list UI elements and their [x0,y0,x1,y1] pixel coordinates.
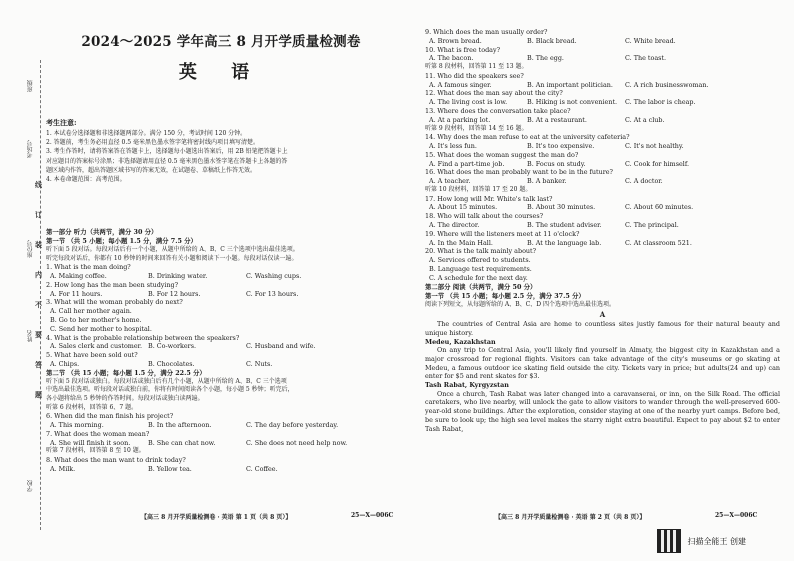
option: A. Brown bread. [429,36,482,45]
options-9 [425,37,780,46]
binding-dashed-line [40,60,41,530]
sec2-desc: 中选出最佳选项。听每段对话或独白前，你将有时间阅读各个小题，每小题 5 秒钟；听完后， [46,386,294,394]
passage-heading-tash-rabat: Tash Rabat, Kyrgyzstan [425,381,509,390]
page-2-code: 25—X—006C [715,512,758,519]
page-1 [46,30,396,530]
options-10 [425,54,780,63]
option: B. Hiking is not convenient. [527,98,618,107]
passage-heading-medeu: Medeu, Kazakhstan [425,337,496,346]
notice-title: 考生注意: [46,118,77,127]
option: C. White bread. [625,36,676,45]
notice-item: 2. 答题前，考生务必用直径 0.5 毫米黑色墨水签字笔将密封线内项目填写清楚。 [46,139,259,147]
notice-item: 4. 本卷命题范围：高考范围。 [46,176,126,184]
reading-desc: 阅读下列短文，从每题所给的 A、B、C、D 四个选项中选出最佳选项。 [425,300,615,308]
passage-paragraph: On any trip to Central Asia, you'll likely find yourself in Almaty, the biggest city in Kazakhstan and a major crossroad for regional flights. Visitors can take advantage of the city's museums or go skating at Medeu, a famous outdoor ice skating field outside the city. Tickets vary in price; but adults(24 and up) can enter for $5 and rent skates for $3. [425,346,780,381]
option: C. The labor is cheap. [625,98,696,107]
options-8 [46,465,396,474]
option: B. Black bread. [527,36,577,45]
options-19 [425,239,780,248]
passage-label: A [599,310,606,320]
binding-label-seat: 座位号 [27,240,34,258]
option: C. At a club. [625,115,665,124]
notice-item: 题区域内作答，超出答题区域书写的答案无效，在试题卷、草稿纸上作答无效。 [46,166,257,174]
options-16 [425,177,780,186]
option: B. Chocolates. [148,359,195,368]
option: B. Yellow tea. [148,464,192,473]
question-10: 10. What is free today? [425,45,501,54]
question-16: 16. What does the man probably want to be in the future? [425,168,613,177]
option: A. A famous singer. [429,80,492,89]
sec1-desc: 听完每段对话后，你都有 10 秒钟的时间来回答有关小题和阅读下一小题。每段对话仅读一遍。 [46,254,298,262]
page-2 [425,28,780,523]
option: C. At classroom 521. [625,238,692,247]
cut-mark: 不 [35,300,42,309]
notice-box [46,118,396,228]
option: C. The day before yesterday. [246,420,339,429]
question-8: 8. What does the man want to drink today? [46,455,186,464]
question-13: 13. Where does the conversation take place? [425,106,571,115]
question-6: 6. When did the man finish his project? [46,412,174,421]
question-3: 3. What will the woman probably do next? [46,298,183,307]
question-18: 18. Who will talk about the courses? [425,212,544,221]
options-2 [46,290,396,299]
option: A. In the Main Hall. [429,238,493,247]
qr-code-icon [657,529,681,553]
question-1: 1. What is the man doing? [46,263,131,272]
option: B. A banker. [527,177,567,186]
question-20: 20. What is the talk mainly about? [425,247,537,256]
question-19: 19. Where will the listeners meet at 11 o'clock? [425,229,580,238]
options-1 [46,272,396,281]
notice-item: 对应题目的答案标号涂黑；非选择题请用直径 0.5 毫米黑色墨水签字笔在答题卡上各题的答 [46,157,288,165]
options-18 [425,221,780,230]
listen-instruction: 听第 10 段材料，回答第 17 至 20 题。 [425,185,532,193]
option: B. For 12 hours. [148,289,201,298]
scanner-watermark-text: 扫描全能王 创建 [687,536,746,546]
option: C. Send her mother to hospital. [50,324,152,333]
options-5 [46,360,396,369]
cut-mark: 要 [35,330,42,339]
option: A. About 15 minutes. [429,203,498,212]
listen-instruction: 听第 7 段材料，回答第 8 至 10 题。 [46,447,145,455]
option: B. An important politician. [527,80,613,89]
sec2-heading: 第二节 （共 15 小题；每小题 1.5 分，满分 22.5 分） [46,368,206,377]
option: B. At the language lab. [527,238,602,247]
cut-mark: 装 [35,240,42,249]
option: A. Making coffee. [50,271,107,280]
options-4 [46,342,396,351]
option: C. She does not need help now. [246,438,348,447]
cut-mark: 题 [35,390,42,399]
option: A. Chips. [50,359,80,368]
option: A. The director. [429,220,480,229]
page-1-code: 25—X—006C [351,512,394,519]
option: A. Services offered to students. [429,256,531,265]
subject-title: 英 语 [178,62,264,83]
option: A. Find a part-time job. [429,159,505,168]
question-4: 4. What is the probable relationship between the speakers? [46,333,240,342]
option: A. At a parking lot. [429,115,491,124]
notice-item: 3. 考生作答时，请将答案答在答题卡上，选择题每小题选出答案后，用 2B 铅笔把答题卡上 [46,148,288,156]
question-7: 7. What does the woman mean? [46,429,150,438]
cut-mark: 订 [35,210,42,219]
option: B. In the afternoon. [148,420,212,429]
option: A. Milk. [50,464,76,473]
option: B. It's too expensive. [527,141,595,150]
option: A. Call her mother again. [50,307,132,316]
option: B. She can chat now. [148,438,216,447]
listening-section [46,228,396,474]
option: B. Language test requirements. [429,264,532,273]
option: C. Cook for himself. [625,159,690,168]
options-6 [46,421,396,430]
sec2-desc: 各小题将给出 5 秒钟的作答时间。每段对话或独白读两遍。 [46,394,204,402]
reading-sec1-heading: 第一节 （共 15 小题；每小题 2.5 分，满分 37.5 分） [425,291,585,300]
page-1-footer: 【高三 8 月开学质量检测卷 · 英语 第 1 页（共 8 页）】 [141,514,292,521]
question-9: 9. Which does the man usually order? [425,28,548,36]
option: C. The principal. [625,220,679,229]
option: C. Washing cups. [246,271,302,280]
sec2-desc: 听下面 5 段对话或独白。每段对话或独白后有几个小题，从题中所给的 A、B、C 三个选项 [46,377,287,385]
cut-mark: 内 [35,270,42,279]
option: A. For 11 hours. [50,289,103,298]
option: B. About 30 minutes. [527,203,596,212]
option: C. For 13 hours. [246,289,299,298]
passage-intro: The countries of Central Asia are home to countless sites justly famous for their natural beauty and unique history. [425,320,780,337]
option: A. Sales clerk and customer. [50,342,143,351]
option: C. Nuts. [246,359,273,368]
option: B. Co-workers. [148,342,197,351]
cut-mark: 线 [35,180,42,189]
option: A. The bacon. [429,54,474,63]
option: C. It's not healthy. [625,141,684,150]
option: B. The student adviser. [527,220,602,229]
option: C. A schedule for the next day. [429,273,528,282]
options-12 [425,98,780,107]
option: C. Coffee. [246,464,278,473]
option: A. A teacher. [429,177,471,186]
exam-title: 2024～2025 学年高三 8 月开学质量检测卷 [81,34,361,50]
option: C. A doctor. [625,177,663,186]
part2-heading: 第二部分 阅读（共两节，满分 50 分） [425,282,537,291]
passage-paragraph: Once a church, Tash Rabat was later changed into a caravanserai, or inn, on the Silk Road. The official caretakers, who live nearby, will unlock the gate to allow visitors to wander through the well-preserved 600-year-old stone buildings. After the exploration, consider staying at one of the nearby yurt camps. Before bed, be sure to look up; the high sea level makes the starry night extra beautiful. Expect to pay about $2 to enter Tash Rabat, [425,389,780,433]
option: C. The toast. [625,54,667,63]
question-12: 12. What does the man say about the city? [425,89,563,98]
listen-instruction: 听第 9 段材料，回答第 14 至 16 题。 [425,124,528,132]
question-11: 11. Who did the speakers see? [425,71,524,80]
binding-margin [4,60,44,530]
question-2: 2. How long has the man been studying? [46,280,179,289]
option: B. The egg. [527,54,564,63]
option: C. About 60 minutes. [625,203,694,212]
option: A. It's less fun. [429,141,477,150]
option: A. The living cost is low. [429,98,508,107]
scanner-watermark [657,529,746,553]
options-13 [425,116,780,125]
option: A. She will finish it soon. [50,438,131,447]
part1-heading: 第一部分 听力（共两节，满分 30 分） [46,228,158,236]
question-14: 14. Why does the man refuse to eat at the university cafeteria? [425,133,630,142]
sec1-desc: 听下面 5 段对话。每段对话后有一个小题，从题中所给的 A、B、C 三个选项中选出最佳选项。 [46,246,299,253]
cut-mark: 答 [35,360,42,369]
binding-label-class: 班级 [27,80,34,92]
binding-label-name: 姓名 [27,330,34,342]
option: B. Go to her mother's home. [50,315,142,324]
options-17 [425,203,780,212]
option: C. Husband and wife. [246,342,316,351]
question-17: 17. How long will Mr. White's talk last? [425,194,553,203]
question-5: 5. What have been sold out? [46,351,138,360]
notice-item: 1. 本试卷分选择题和非选择题两部分。满分 150 分，考试时间 120 分钟。 [46,130,247,137]
sec2-desc: 听第 6 段材料，回答第 6、7 题。 [46,403,138,411]
options-15 [425,160,780,169]
page-2-footer: 【高三 8 月开学质量检测卷 · 英语 第 2 页（共 8 页）】 [495,514,646,521]
options-11 [425,81,780,90]
options-7 [46,439,396,448]
option: A. This morning. [50,420,104,429]
option: C. A rich businesswoman. [625,80,709,89]
sec1-heading: 第一节 （共 5 小题；每小题 1.5 分，满分 7.5 分） [46,237,197,245]
option: B. Focus on study. [527,159,586,168]
binding-label-room: 考场号 [27,140,34,158]
option: B. At a restaurant. [527,115,587,124]
question-15: 15. What does the woman suggest the man do? [425,150,579,159]
binding-label-school: 学校 [27,480,34,492]
options-14 [425,142,780,151]
option: B. Drinking water. [148,271,208,280]
listen-instruction: 听第 8 段材料，回答第 11 至 13 题。 [425,63,528,71]
